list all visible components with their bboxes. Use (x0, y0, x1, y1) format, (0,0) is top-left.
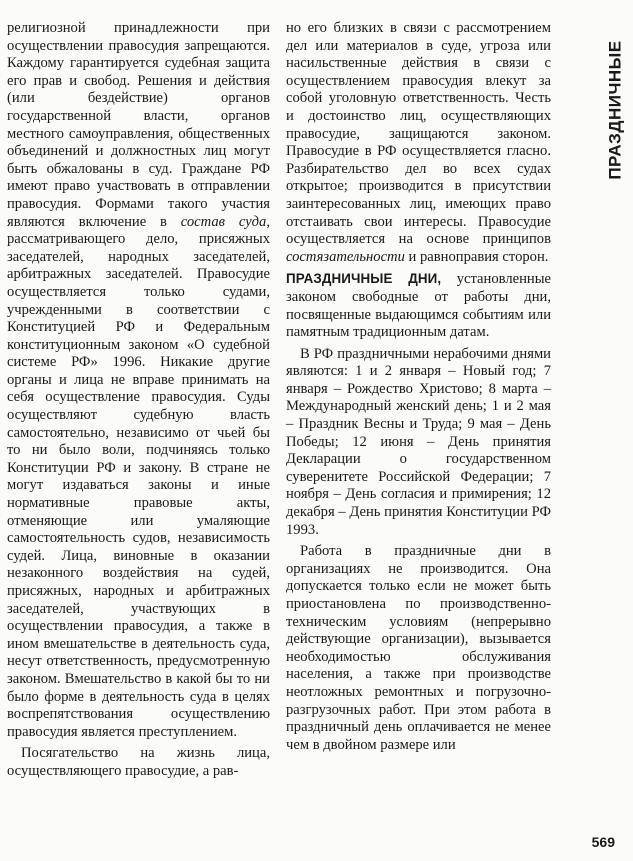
left-paragraph-1-text-a: религиозной принадлежности при осуществлении правосудия запрещаются. Каждому гарантируется судебная защита его прав и свобод. Решения и действия (или бездействие) органов государственной власти, органов местного самоуправления, общественных объединений и должностных лиц могут быть обжалованы в суд. Граждане РФ имеют право участвовать в отправлении правосудия. Формами такого участия являются включение в (7, 20, 270, 230)
entry-definition: установленные законом свободные от работы дни, посвященные выдающимся событиям или памятным традиционным датам. (286, 271, 551, 341)
right-paragraph-1-italic-term: состязательности (286, 248, 405, 265)
section-side-tab-label: ПРАЗДНИЧНЫЕ (606, 40, 625, 180)
entry-headword: ПРАЗДНИЧНЫЕ ДНИ, (286, 271, 442, 287)
page-number: 569 (591, 834, 615, 850)
holidays-list-paragraph: В РФ праздничными нерабочими днями являются: 1 и 2 января – Новый год; 7 января – Рождество Христово; 8 марта – Международный женский день; 1 и 2 мая – Праздник Весны и Труда; 9 мая – День Победы; 12 июня – День принятия Декларации о государственном суверенитете Российской Федерации; 7 ноября – День согласия и примирения; 12 декабря – День принятия Конституции РФ 1993. (286, 345, 551, 538)
dictionary-entry (286, 270, 551, 341)
left-paragraph-1-italic-term: состав суда (180, 213, 267, 230)
section-side-tab (603, 30, 629, 190)
right-paragraph-1 (286, 20, 551, 266)
left-paragraph-1 (7, 20, 270, 741)
left-paragraph-1-text-b: , рассматривающего дело, присяжных заседателей, народных заседателей, арбитражных заседателей. Правосудие осуществляется только судами, учрежденными в соответствии с Конституцией РФ и Федеральным конституционным законом «О судебной системе РФ» 1996. Никакие другие органы и лица не вправе принимать на себя осуществление правосудия. Суды осуществляют судебную власть самостоятельно, независимо от чьей бы то ни было воли, подчиняясь только Конституции РФ и закону. В стране не могут издаваться законы и иные нормативные правовые акты, отменяющие или умаляющие самостоятельность судов, независимость судей. Лица, виновные в оказании незаконного воздействия на судей, присяжных, народных и арбитражных заседателей, участвующих в осуществлении правосудия, а также в ином вмешательстве в деятельность суда, несут ответственность, предусмотренную законом. Вмешательство в какой бы то ни было форме в деятельность суда в целях воспрепятствования осуществлению правосудия является преступлением. (7, 213, 270, 740)
holiday-work-paragraph: Работа в праздничные дни в организациях не производится. Она допускается только если не может быть приостановлена по производственно-техническим условиям (непрерывно действующие организации), вызывается необходимостью обслуживания населения, а также при производстве неотложных ремонтных и погрузочно-разгрузочных работ. При этом работа в праздничный день оплачивается не менее чем в двойном размере или (286, 543, 551, 753)
right-column (286, 20, 551, 754)
left-column (7, 20, 270, 781)
right-paragraph-1-text-b: и равноправия сторон. (404, 248, 549, 265)
left-paragraph-2: Посягательство на жизнь лица, осуществляющего правосудие, а рав- (7, 745, 270, 779)
right-paragraph-1-text-a: но его близких в связи с рассмотрением дел или материалов в суде, угроза или насильственные действия в связи с осуществлением правосудия влекут за собой уголовную ответственность. Честь и достоинство лиц, осуществляющих правосудие, защищаются законом. Правосудие в РФ осуществляется гласно. Разбирательство дел во всех судах открытое; производится в присутствии заинтересованных лиц, имеющих право отстаивать свои интересы. Правосудие осуществляется на основе принципов (286, 20, 551, 248)
